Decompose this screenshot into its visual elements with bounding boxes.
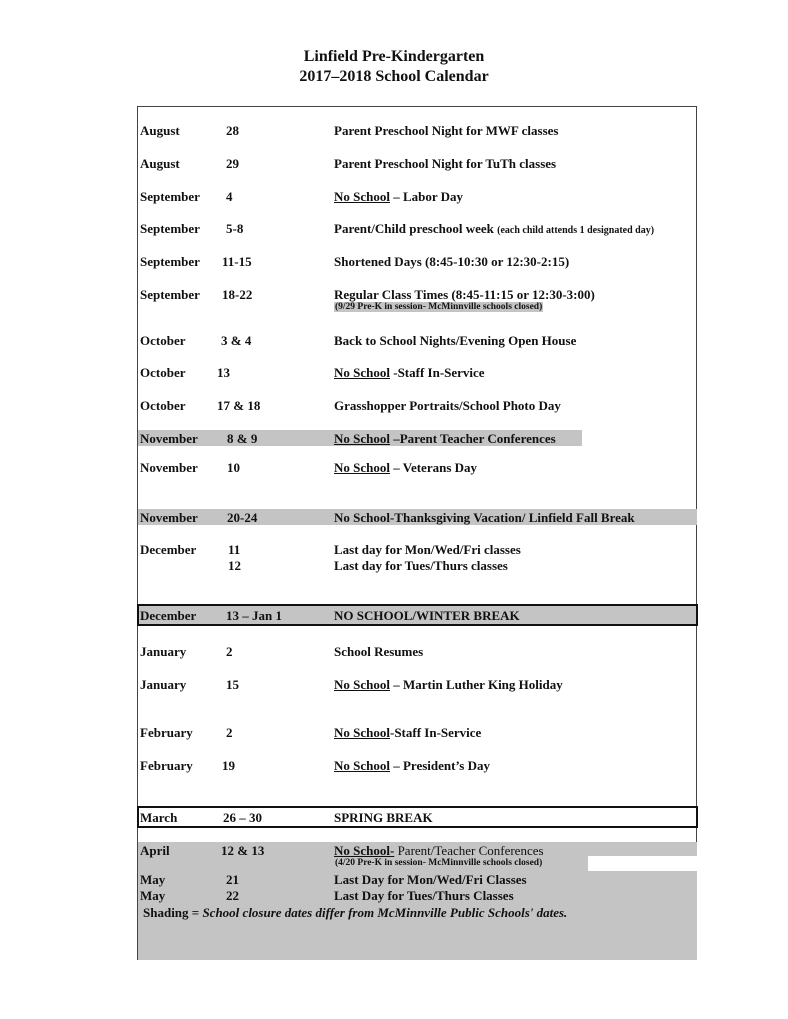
event-event: Last Day for Tues/Thurs Classes — [334, 888, 514, 903]
row-event — [334, 843, 544, 859]
row-date: 21 — [226, 872, 239, 887]
row-event — [334, 758, 490, 774]
row-month: January — [140, 677, 187, 692]
event-event: – Veterans Day — [389, 460, 478, 475]
row-event — [334, 677, 563, 693]
row-month: September — [140, 287, 200, 302]
row-event — [334, 333, 576, 349]
event-event: Back to School Nights/Evening Open House — [334, 333, 577, 348]
row-date: 20-24 — [227, 510, 258, 525]
row-month: August — [140, 123, 180, 138]
event-event: –Parent Teacher Conferences — [389, 431, 556, 446]
calendar-row — [0, 758, 788, 774]
row-month: February — [140, 758, 193, 773]
row-event — [334, 542, 521, 558]
calendar-row — [0, 677, 788, 693]
calendar-row — [0, 542, 788, 558]
row-month: November — [140, 431, 198, 446]
page-subtitle: 2017–2018 School Calendar — [299, 68, 489, 85]
row-month: August — [140, 156, 180, 171]
calendar-row — [0, 398, 788, 414]
row-date: 22 — [226, 888, 239, 903]
row-event — [334, 872, 527, 888]
legend-text: School closure dates differ from McMinnville Public Schools' dates. — [202, 905, 568, 920]
row-event — [334, 725, 481, 741]
event-event: SPRING BREAK — [334, 810, 433, 825]
row-event — [334, 810, 433, 826]
row-date: 28 — [226, 123, 239, 138]
event-event: – President’s Day — [389, 758, 491, 773]
calendar-row — [0, 189, 788, 205]
row-date: 18-22 — [222, 287, 253, 302]
event-event: No School-Thanksgiving Vacation/ Linfield Fall Break — [334, 510, 635, 525]
row-date: 3 & 4 — [221, 333, 252, 348]
row-date: 13 – Jan 1 — [226, 608, 282, 623]
row-month: November — [140, 460, 198, 475]
event-event: NO SCHOOL/WINTER BREAK — [334, 608, 520, 623]
row-date: 13 — [217, 365, 230, 380]
row-month: October — [140, 398, 186, 413]
calendar-row — [0, 558, 788, 574]
event-event: Last Day for Mon/Wed/Fri Classes — [334, 872, 527, 887]
row-event — [334, 189, 463, 205]
row-event — [334, 460, 477, 476]
row-date: 12 — [228, 558, 241, 573]
event-event: – Labor Day — [389, 189, 464, 204]
row-month: May — [140, 888, 166, 903]
row-month: April — [140, 843, 170, 858]
event-event: -Staff In-Service — [389, 365, 485, 380]
row-note: (4/20 Pre-K in session- McMinnville schools closed) — [335, 858, 543, 868]
event-event: -Staff In-Service — [389, 725, 482, 740]
calendar-row — [0, 810, 788, 826]
row-date: 12 & 13 — [221, 843, 265, 858]
event-event-u: No School- — [334, 843, 395, 858]
calendar-row — [0, 725, 788, 741]
calendar-row — [0, 872, 788, 888]
calendar-row — [0, 254, 788, 270]
event-event-u: No School — [334, 725, 390, 740]
calendar-row — [0, 365, 788, 381]
row-event — [334, 156, 556, 172]
row-date: 26 – 30 — [223, 810, 262, 825]
calendar-row — [0, 156, 788, 172]
event-event: Parent/Child preschool week — [334, 221, 498, 236]
calendar-row — [0, 843, 788, 859]
event-event-u: No School — [334, 460, 390, 475]
row-event — [334, 365, 485, 381]
row-date: 8 & 9 — [227, 431, 258, 446]
row-month: February — [140, 725, 193, 740]
row-date: 10 — [227, 460, 240, 475]
event-event-u: No School — [334, 189, 390, 204]
row-note: (9/29 Pre-K in session- McMinnville schools closed) — [335, 302, 543, 312]
calendar-row — [0, 608, 788, 624]
row-month: October — [140, 365, 186, 380]
row-event — [334, 221, 654, 237]
row-date: 19 — [222, 758, 235, 773]
event-event: Grasshopper Portraits/School Photo Day — [334, 398, 561, 413]
row-month: March — [140, 810, 178, 825]
row-event — [334, 431, 556, 447]
row-date: 11-15 — [222, 254, 252, 269]
event-event-normal: Parent/Teacher Conferences — [394, 843, 544, 858]
row-event — [334, 558, 508, 574]
row-month: May — [140, 872, 166, 887]
calendar-row — [0, 221, 788, 237]
event-event: – Martin Luther King Holiday — [389, 677, 563, 692]
event-event: Parent Preschool Night for TuTh classes — [334, 156, 557, 171]
row-month: December — [140, 608, 197, 623]
calendar-row — [0, 460, 788, 476]
row-event — [334, 644, 423, 660]
row-month: September — [140, 189, 200, 204]
event-event-small: (each child attends 1 designated day) — [497, 225, 655, 236]
legend-label: Shading = — [143, 905, 203, 920]
calendar-row — [0, 333, 788, 349]
row-date: 2 — [226, 725, 233, 740]
row-event — [334, 608, 520, 624]
event-event-u: No School — [334, 677, 390, 692]
row-month: December — [140, 542, 197, 557]
row-date: 5-8 — [226, 221, 244, 236]
row-event — [334, 254, 569, 270]
row-date: 11 — [228, 542, 241, 557]
row-date: 15 — [226, 677, 239, 692]
event-event-u: No School — [334, 365, 390, 380]
calendar-row — [0, 644, 788, 660]
calendar-row — [0, 287, 788, 303]
row-event — [334, 123, 558, 139]
row-event — [334, 510, 635, 526]
event-event-u: No School — [334, 431, 390, 446]
row-date: 29 — [226, 156, 239, 171]
event-event: Last day for Tues/Thurs classes — [334, 558, 508, 573]
row-date: 17 & 18 — [217, 398, 261, 413]
event-event-u: No School — [334, 758, 390, 773]
page-title: Linfield Pre-Kindergarten — [303, 48, 485, 65]
event-event: School Resumes — [334, 644, 424, 659]
row-month: January — [140, 644, 187, 659]
calendar-row — [0, 888, 788, 904]
row-event — [334, 888, 514, 904]
calendar-row — [0, 510, 788, 526]
row-date: 2 — [226, 644, 233, 659]
event-event: Last day for Mon/Wed/Fri classes — [334, 542, 521, 557]
row-month: November — [140, 510, 198, 525]
calendar-row — [0, 431, 788, 447]
row-month: September — [140, 221, 200, 236]
row-month: October — [140, 333, 186, 348]
event-event: Shortened Days (8:45-10:30 or 12:30-2:15) — [334, 254, 570, 269]
row-event — [334, 287, 595, 303]
event-event: Regular Class Times (8:45-11:15 or 12:30-3:00) — [334, 287, 595, 302]
row-date: 4 — [226, 189, 233, 204]
row-month: September — [140, 254, 200, 269]
event-event: Parent Preschool Night for MWF classes — [334, 123, 559, 138]
shading-legend — [143, 905, 567, 921]
calendar-row — [0, 123, 788, 139]
row-event — [334, 398, 561, 414]
